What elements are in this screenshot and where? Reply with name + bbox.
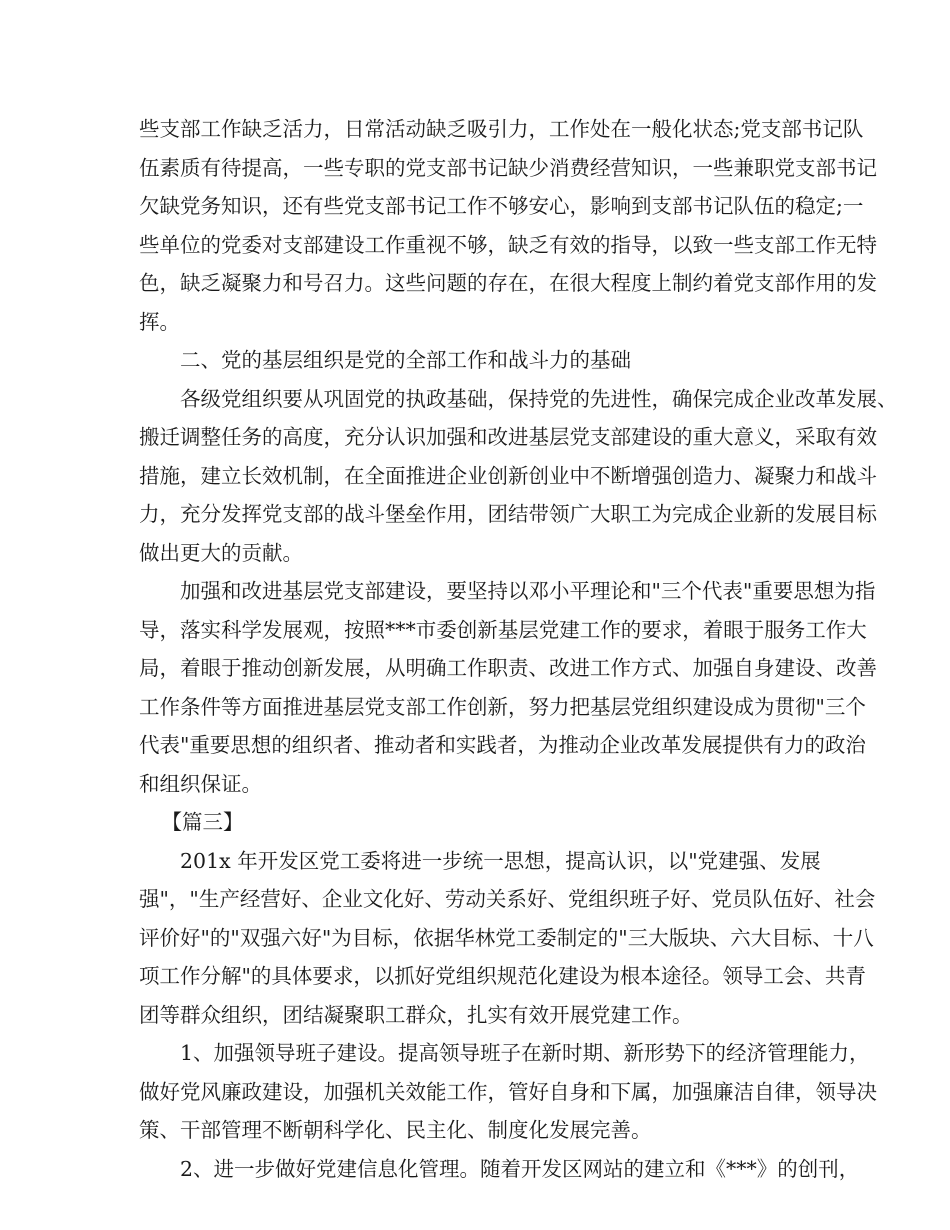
text-line: 做好党风廉政建设，加强机关效能工作，管好自身和下属，加强廉洁自律，领导决 — [139, 1079, 877, 1104]
text-line: 2、进一步做好党建信息化管理。随着开发区网站的建立和《***》的创刊， — [180, 1156, 860, 1181]
section-marker — [139, 803, 829, 842]
paragraph — [139, 1150, 860, 1189]
text-line: 代表"重要思想的组织者、推动者和实践者，为推动企业改革发展提供有力的政治 — [139, 733, 866, 757]
document-page — [139, 110, 898, 1188]
text-line: 欠缺党务知识，还有些党支部书记工作不够安心，影响到支部书记队伍的稳定;一 — [139, 194, 864, 218]
paragraph — [139, 842, 876, 1035]
text-line: 措施，建立长效机制，在全面推进企业创新创业中不断增强创造力、凝聚力和战斗 — [139, 463, 877, 488]
text-line: 二、党的基层组织是党的全部工作和战斗力的基础 — [180, 348, 631, 372]
paragraph — [139, 380, 898, 573]
paragraph — [139, 572, 877, 803]
text-line: 201x 年开发区党工委将进一步统一思想，提高认识，以"党建强、发展 — [180, 848, 821, 873]
section-heading — [139, 341, 829, 380]
text-line: 强"，"生产经营好、企业文化好、劳动关系好、党组织班子好、党员队伍好、社会 — [139, 887, 876, 911]
text-line: 1、加强领导班子建设。提高领导班子在新时期、新形势下的经济管理能力， — [180, 1041, 870, 1065]
paragraph — [139, 110, 877, 341]
text-line: 色，缺乏凝聚力和号召力。这些问题的存在，在很大程度上制约着党支部作用的发 — [139, 271, 877, 295]
text-line: 评价好"的"双强六好"为目标，依据华林党工委制定的"三大版块、六大目标、十八 — [139, 925, 874, 950]
text-line: 些支部工作缺乏活力，日常活动缺乏吸引力，工作处在一般化状态;党支部书记队 — [139, 117, 864, 141]
text-line: 【篇三】 — [161, 810, 244, 834]
text-line: 加强和改进基层党支部建设，要坚持以邓小平理论和"三个代表"重要思想为指 — [180, 579, 876, 603]
text-line: 搬迁调整任务的高度，充分认识加强和改进基层党支部建设的重大意义，采取有效 — [139, 425, 877, 449]
text-line: 团等群众组织，团结凝聚职工群众，扎实有效开展党建工作。 — [139, 1002, 693, 1027]
text-line: 挥。 — [139, 309, 180, 334]
text-line: 做出更大的贡献。 — [139, 540, 303, 565]
text-line: 各级党组织要从巩固党的执政基础，保持党的先进性，确保完成企业改革发展、 — [180, 386, 898, 411]
text-line: 局，着眼于推动创新发展，从明确工作职责、改进工作方式、加强自身建设、改善 — [139, 656, 877, 680]
text-line: 工作条件等方面推进基层党支部工作创新，努力把基层党组织建设成为贯彻"三个 — [139, 694, 866, 719]
text-line: 伍素质有待提高，一些专职的党支部书记缺少消费经营知识，一些兼职党支部书记 — [139, 155, 877, 180]
text-line: 项工作分解"的具体要求，以抓好党组织规范化建设为根本途径。领导工会、共青 — [139, 964, 866, 988]
text-line: 策、干部管理不断朝科学化、民主化、制度化发展完善。 — [139, 1118, 652, 1142]
text-line: 导，落实科学发展观，按照***市委创新基层党建工作的要求，着眼于服务工作大 — [139, 617, 867, 642]
text-line: 些单位的党委对支部建设工作重视不够，缺乏有效的指导，以致一些支部工作无特 — [139, 232, 877, 257]
text-line: 力，充分发挥党支部的战斗堡垒作用，团结带领广大职工为完成企业新的发展目标 — [139, 502, 877, 526]
paragraph — [139, 1034, 877, 1150]
text-line: 和组织保证。 — [139, 771, 262, 796]
